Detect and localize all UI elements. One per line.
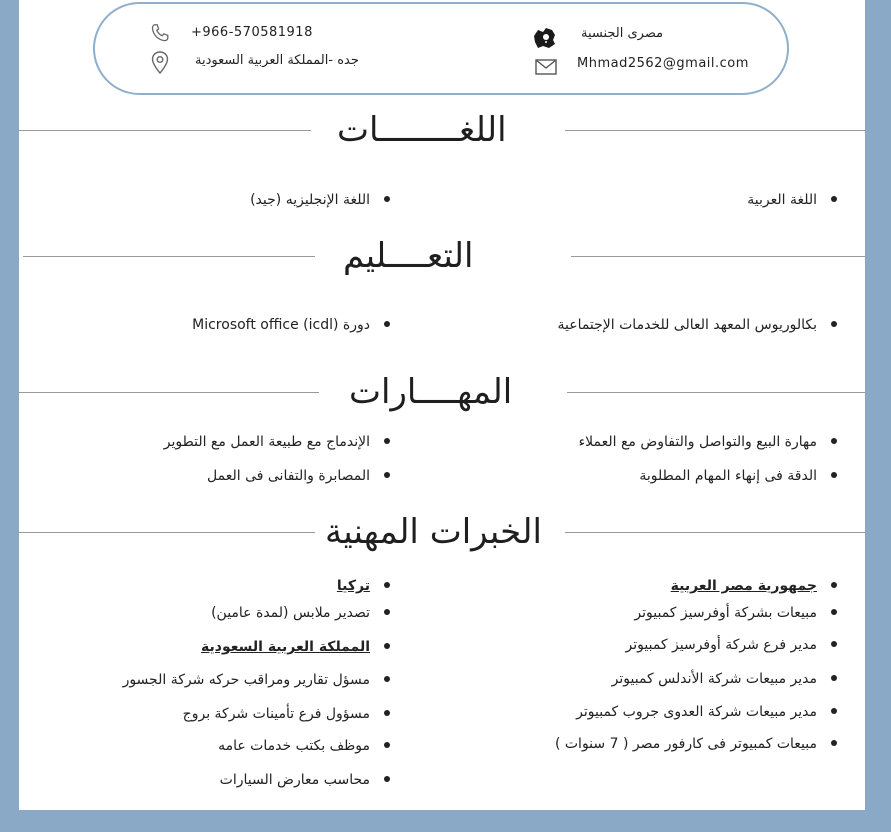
location-pin-icon: [149, 52, 171, 74]
experience-country-saudi: المملكة العربية السعودية: [201, 637, 390, 657]
phone-number: +966-570581918: [191, 25, 313, 40]
divider: [571, 256, 865, 257]
list-item: بكالوريوس المعهد العالى للخدمات الإجتماعية: [557, 315, 837, 335]
education-title: التعــــليم: [343, 236, 474, 276]
divider: [19, 392, 319, 393]
languages-title: اللغــــــــات: [337, 110, 507, 150]
email-address[interactable]: Mhmad2562@gmail.com: [577, 56, 749, 71]
languages-header: [19, 110, 865, 150]
list-item: مبيعات كمبيوتر فى كارفور مصر ( 7 سنوات ): [555, 734, 837, 754]
mail-icon: [535, 56, 557, 78]
list-item: موظف بكتب خدمات عامه: [218, 736, 390, 756]
list-item: مدير مبيعات شركة الأندلس كمبيوتر: [612, 669, 837, 689]
divider: [567, 392, 865, 393]
nationality-icon: [531, 24, 559, 52]
list-item: الإندماج مع طبيعة العمل مع التطوير: [164, 432, 390, 452]
divider: [19, 532, 315, 533]
list-item: الدقة فى إنهاء المهام المطلوبة: [639, 466, 837, 486]
list-item: تصدير ملابس (لمدة عامين): [211, 603, 390, 623]
list-item: محاسب معارض السيارات: [220, 770, 390, 790]
list-item: مدير فرع شركة أوفرسيز كمبيوتر: [626, 635, 837, 655]
list-item: المصابرة والتفانى فى العمل: [207, 466, 390, 486]
list-item: اللغة العربية: [747, 190, 837, 210]
list-item: دورة Microsoft office (icdl): [192, 315, 390, 335]
list-item: اللغة الإنجليزيه (جيد): [250, 190, 390, 210]
list-item: مهارة البيع والتواصل والتفاوض مع العملاء: [579, 432, 837, 452]
contact-box: [93, 2, 789, 95]
list-item: مسؤل تقارير ومراقب حركه شركة الجسور: [123, 670, 390, 690]
education-header: [19, 236, 865, 276]
list-item: مسؤول فرع تأمينات شركة بروج: [183, 704, 390, 724]
experience-country-turkey: تركيا: [337, 576, 390, 596]
divider: [23, 256, 315, 257]
phone-icon: [149, 22, 171, 44]
experience-country-egypt: جمهورية مصر العربية: [671, 576, 837, 596]
skills-title: المهــــارات: [349, 372, 513, 412]
skills-header: [19, 372, 865, 412]
list-item: مبيعات بشركة أوفرسيز كمبيوتر: [634, 603, 837, 623]
location-text: جده -المملكة العربية السعودية: [195, 53, 359, 68]
list-item: مدير مبيعات شركة العدوى جروب كمبيوتر: [576, 702, 837, 722]
divider: [565, 532, 865, 533]
experience-title: الخبرات المهنية: [325, 512, 542, 552]
experience-header: [19, 512, 865, 552]
divider: [19, 130, 311, 131]
divider: [565, 130, 865, 131]
nationality-text: مصرى الجنسية: [581, 26, 664, 41]
resume-page: [19, 0, 865, 810]
